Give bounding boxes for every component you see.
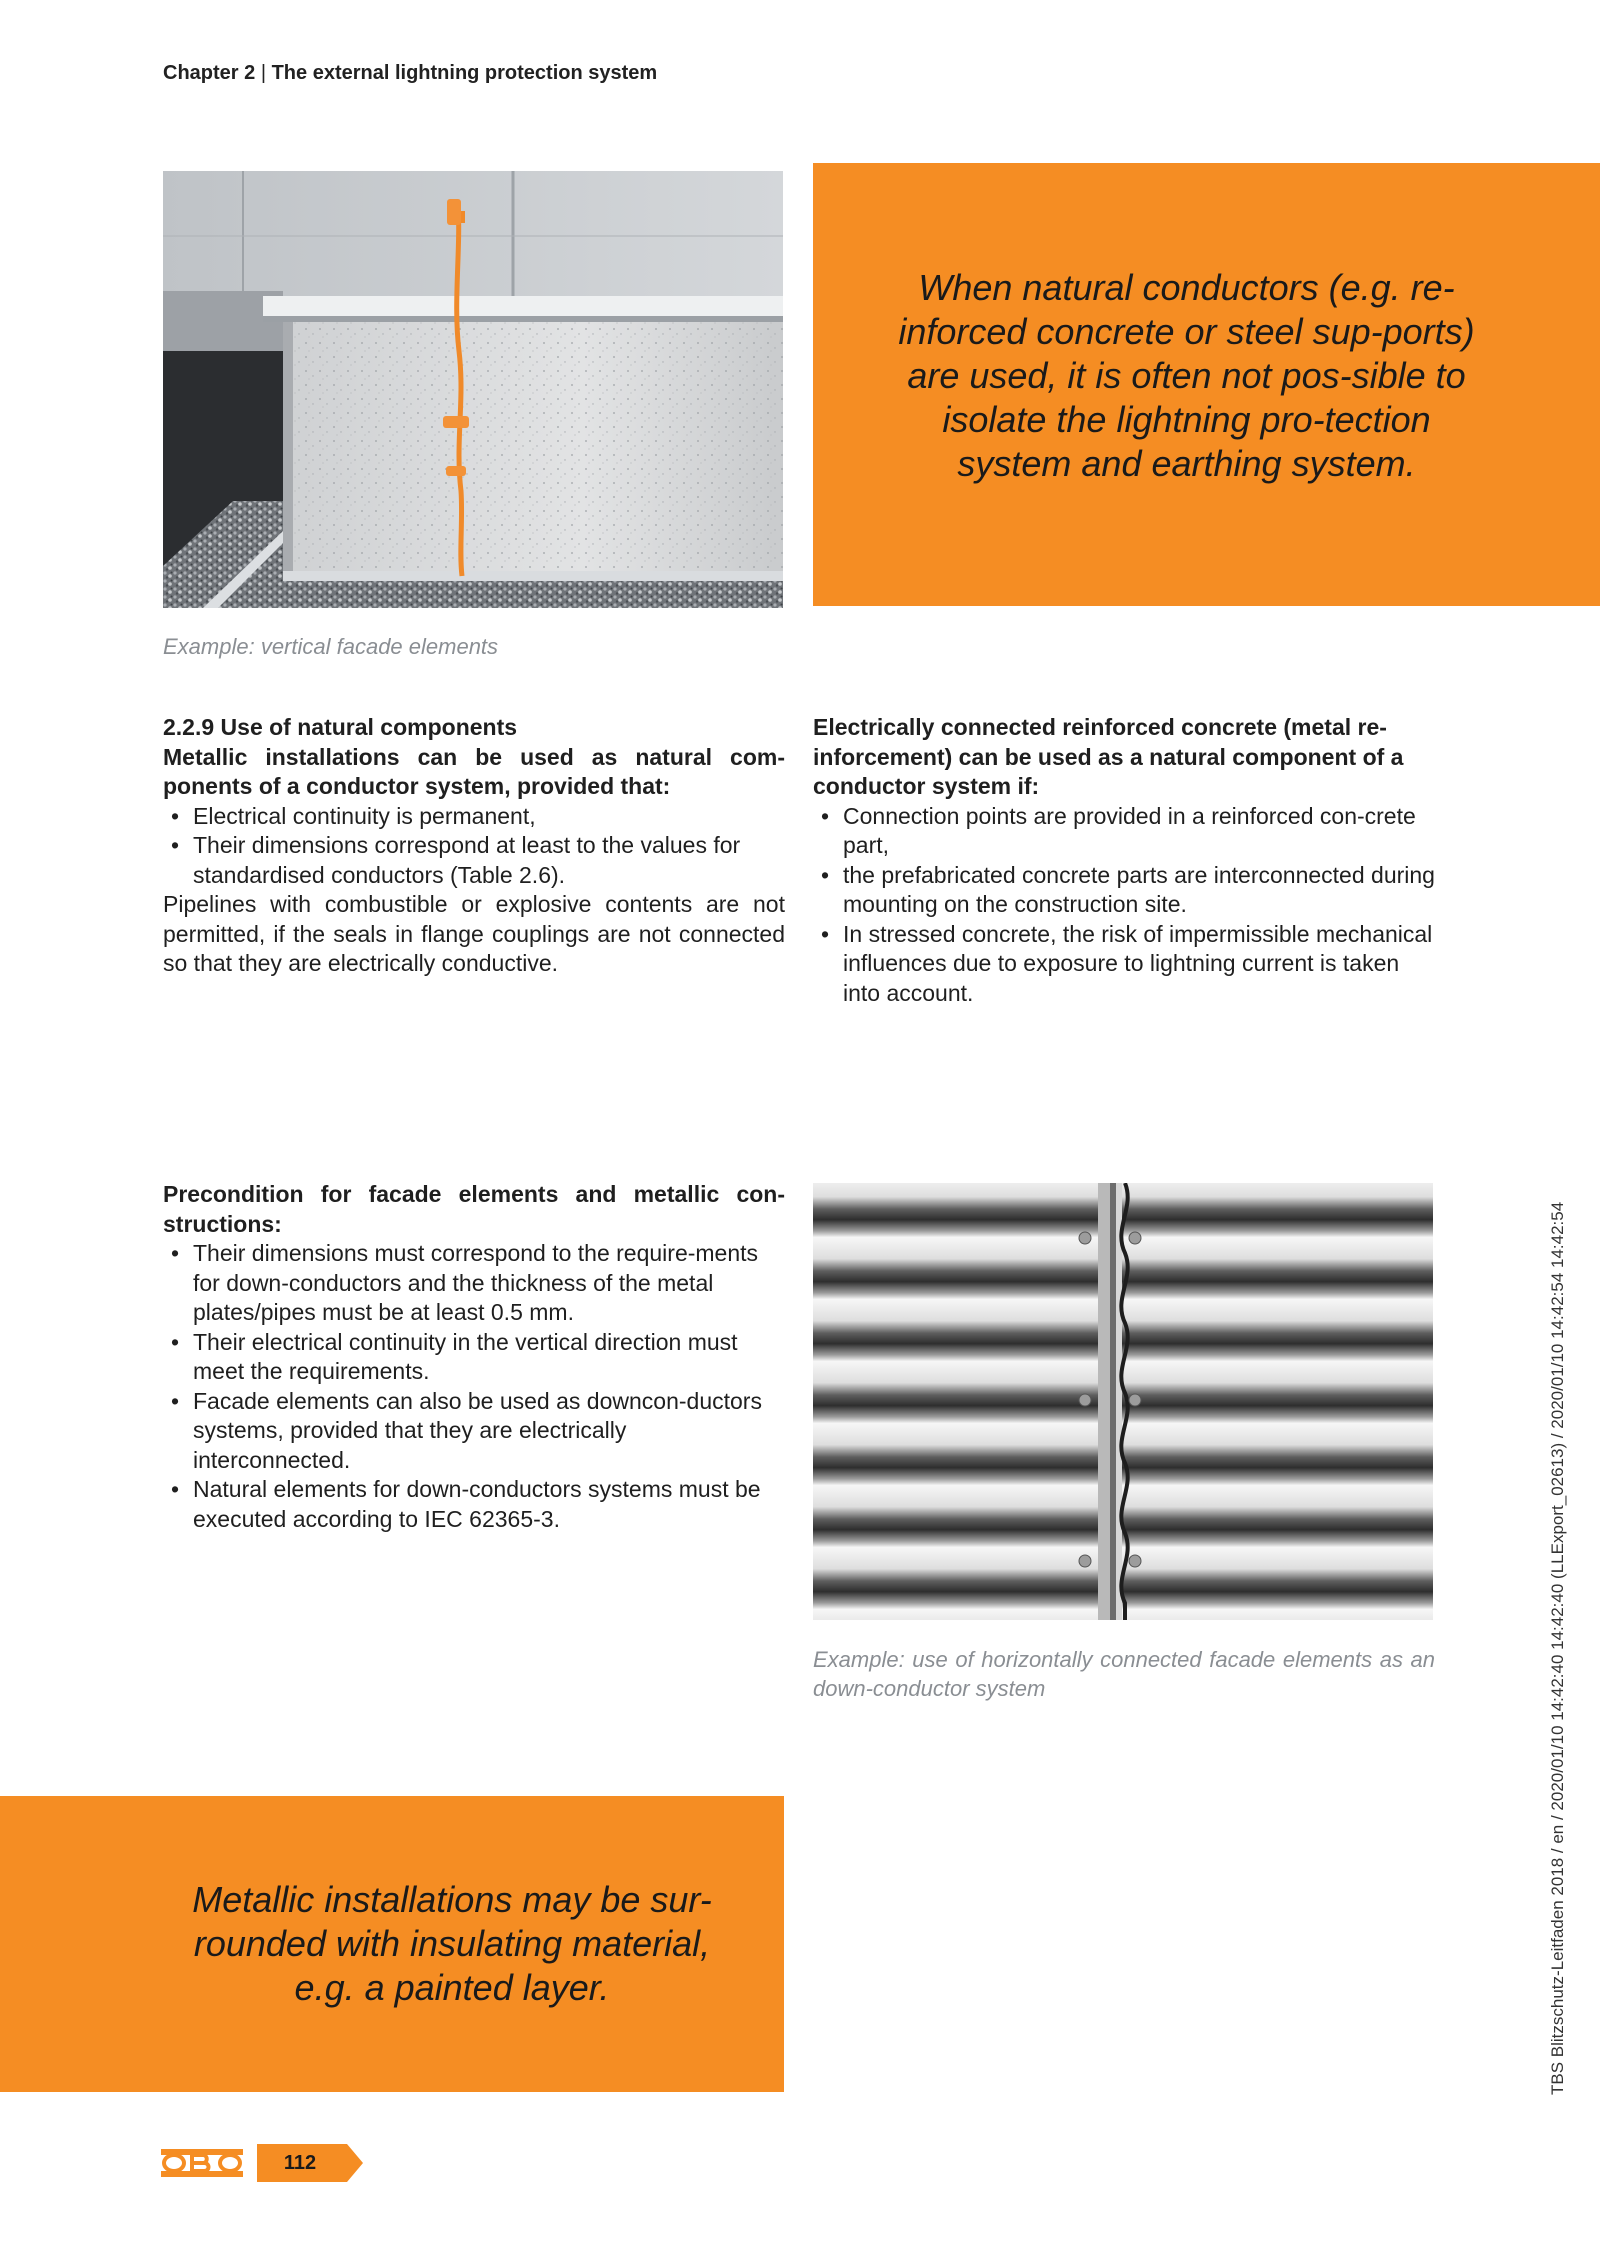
photo-vertical-facade	[163, 171, 783, 608]
section-reinforced-concrete	[813, 713, 1435, 1008]
print-metadata-side-text: TBS Blitzschutz-Leitfaden 2018 / en / 2020/01/10 14:42:40 14:42:40 (LLExport_02613) / 2020/01/10 14:42:54 14:42:54	[1548, 1201, 1567, 2095]
facade-illustration	[163, 171, 783, 608]
photo-horizontal-facade	[813, 1183, 1433, 1620]
list-item: • Facade elements can also be used as downcon-ductors systems, provided that they are electrically interconnected.	[163, 1387, 785, 1476]
section-natural-components	[163, 713, 785, 979]
callout-quote-top-text: When natural conductors (e.g. re-inforced concrete or steel sup-ports) are used, it is often not pos-sible to isolate the lightning pro-tection system and earthing system.	[898, 266, 1475, 484]
section-heading: 2.2.9 Use of natural components	[163, 714, 518, 740]
list-item: • In stressed concrete, the risk of impermissible mechanical influences due to exposure to lightning current is taken into account.	[813, 920, 1435, 1009]
section-paragraph: Pipelines with combustible or explosive contents are not permitted, if the seals in flange couplings are not connected so that they are electrically conductive.	[163, 891, 785, 976]
list-item: • Their electrical continuity in the vertical direction must meet the requirements.	[163, 1328, 785, 1387]
callout-quote-bottom-text: Metallic installations may be sur-rounded with insulating material, e.g. a painted layer.	[192, 1879, 712, 2008]
running-header	[163, 62, 657, 85]
bullet-list	[163, 802, 785, 891]
photo-caption-vertical: Example: vertical facade elements	[163, 634, 499, 659]
list-item: • Connection points are provided in a reinforced con-crete part,	[813, 802, 1435, 861]
header-separator: |	[260, 62, 267, 84]
photo-caption-horizontal: Example: use of horizontally connected facade elements as an down-conductor system	[813, 1647, 1435, 1701]
chapter-label: Chapter 2	[163, 62, 256, 84]
list-item: • Electrical continuity is permanent,	[163, 802, 785, 832]
list-item: • Their dimensions must correspond to the require-ments for down-conductors and the thickness of the metal plates/pipes must be at least 0.5 mm.	[163, 1239, 785, 1328]
bullet-list	[163, 1239, 785, 1534]
list-item: • the prefabricated concrete parts are interconnected during mounting on the construction site.	[813, 861, 1435, 920]
obo-logo	[160, 2148, 244, 2178]
bullet-list	[813, 802, 1435, 1009]
list-item: • Their dimensions correspond at least to the values for standardised conductors (Table 2.6).	[163, 831, 785, 890]
chapter-title: The external lightning protection system	[271, 62, 658, 84]
page-number: 112	[283, 2152, 317, 2174]
section-facade-preconditions	[163, 1180, 785, 1534]
list-item: • Natural elements for down-conductors systems must be executed according to IEC 62365-3.	[163, 1475, 785, 1534]
callout-quote-bottom	[0, 1796, 784, 2092]
section-intro: Precondition for facade elements and metallic con-structions:	[163, 1181, 785, 1237]
corrugated-facade-illustration	[813, 1183, 1433, 1620]
section-intro: Metallic installations can be used as natural com-ponents of a conductor system, provided that:	[163, 743, 785, 799]
callout-quote-top	[813, 163, 1600, 606]
section-intro: Electrically connected reinforced concrete (metal re-inforcement) can be used as a natural component of a conductor system if:	[813, 714, 1404, 799]
